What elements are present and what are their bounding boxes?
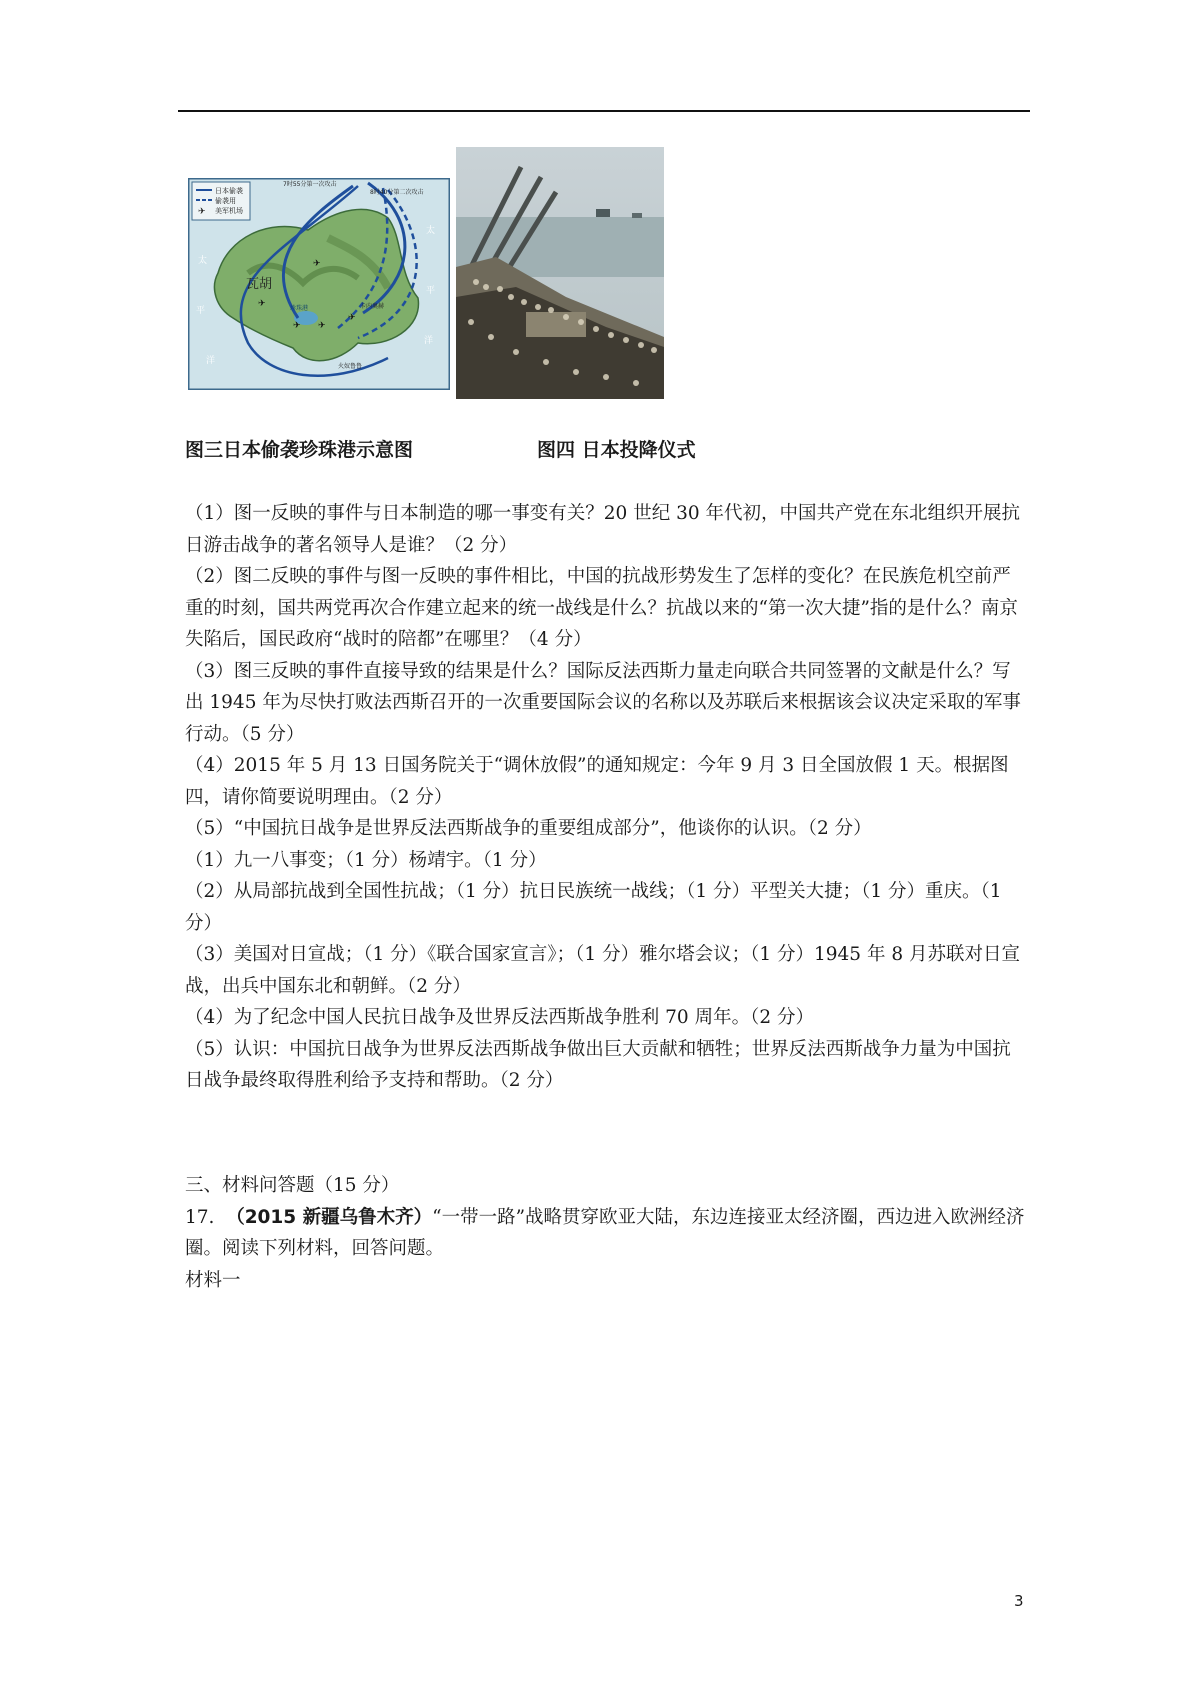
- fig3-caption: 图三日本偷袭珍珠港示意图: [185, 439, 414, 461]
- question-17-source: （2015 新疆乌鲁木齐）: [226, 1206, 433, 1228]
- answer-1: （1）九一八事变；（1 分）杨靖宇。（1 分）: [185, 849, 547, 871]
- map-label-time1: 7时55分第一次攻击: [283, 181, 337, 188]
- pearl-harbor-map: [188, 178, 450, 390]
- question-17: [185, 1202, 1025, 1265]
- legend-item-3: 美军机场: [215, 207, 243, 215]
- map-label-ocean-3: 洋: [206, 356, 216, 366]
- fig4-caption: 图四 日本投降仪式: [537, 439, 696, 461]
- question-17-text: “一带一路”战略贯穿欧亚大陆，东边连接亚太经济圈，西边进入欧洲经济圈。阅读下列材料，回答问题。: [185, 1206, 1025, 1259]
- page-number: 3: [1014, 1592, 1024, 1610]
- surrender-ceremony-photo: [456, 147, 664, 399]
- svg-text:✈: ✈: [258, 299, 266, 309]
- map-label-island: 瓦胡: [246, 277, 273, 292]
- map-label-ocean-2: 平: [196, 306, 206, 316]
- question-3: （3）图三反映的事件直接导致的结果是什么？国际反法西斯力量走向联合共同签署的文献是什么？写出 1945 年为尽快打败法西斯召开的一次重要国际会议的名称以及苏联后来根据该会议决定采取的军事行动。（5 分）: [185, 660, 1021, 745]
- surrender-ceremony-drawing: [456, 147, 664, 399]
- question-5: （5）“中国抗日战争是世界反法西斯战争的重要组成部分”，他谈你的认识。（2 分）: [185, 818, 872, 839]
- question-block: [185, 498, 1025, 1097]
- question-1: （1）图一反映的事件与日本制造的哪一事变有关？20 世纪 30 年代初，中国共产党在东北组织开展抗日游击战争的著名领导人是谁？（2 分）: [185, 503, 1020, 556]
- section-3-heading: 三、材料问答题（15 分）: [185, 1175, 400, 1196]
- question-4: （4）2015 年 5 月 13 日国务院关于“调休放假”的通知规定：今年 9 月 3 日全国放假 1 天。根据图四，请你简要说明理由。（2 分）: [185, 755, 1009, 808]
- pearl-harbor-map-drawing: [188, 178, 450, 390]
- legend-item-2: 偷袭用: [215, 197, 236, 205]
- header-rule: [178, 110, 1030, 112]
- svg-text:✈: ✈: [318, 321, 326, 331]
- material-1-label: 材料一: [185, 1269, 241, 1291]
- answer-3: （3）美国对日宣战；（1 分）《联合国家宣言》；（1 分）雅尔塔会议；（1 分）1945 年 8 月苏联对日宣战，出兵中国东北和朝鲜。（2 分）: [185, 944, 1020, 997]
- question-17-number: 17.: [185, 1206, 215, 1228]
- map-label-ocean-4: 太: [426, 226, 436, 236]
- map-label-ocean-1: 太: [198, 256, 208, 266]
- map-label-honolulu: 火奴鲁鲁: [338, 363, 363, 370]
- legend-item-1: 日本偷袭: [215, 187, 243, 195]
- section-3: [185, 1170, 1025, 1296]
- map-label-harbor: 珍珠港: [290, 305, 309, 312]
- map-label-time2: 8时40分第二次攻击: [370, 189, 424, 196]
- svg-text:✈: ✈: [293, 321, 301, 331]
- answer-5: （5）认识：中国抗日战争为世界反法西斯战争做出巨大贡献和牺牲；世界反法西斯战争力量为中国抗日战争最终取得胜利给予支持和帮助。（2 分）: [185, 1038, 1011, 1091]
- map-label-ocean-5: 平: [426, 286, 436, 296]
- svg-text:✈: ✈: [348, 313, 356, 323]
- answer-2: （2）从局部抗战到全国性抗战；（1 分）抗日民族统一战线；（1 分）平型关大捷；（1 分）重庆。（1 分）: [185, 881, 1002, 934]
- svg-text:✈: ✈: [198, 207, 206, 217]
- map-label-ocean-6: 洋: [424, 336, 434, 346]
- answer-4: （4）为了纪念中国人民抗日战争及世界反法西斯战争胜利 70 周年。（2 分）: [185, 1007, 814, 1028]
- map-label-kaneohe: 卡内奥赫: [360, 303, 385, 310]
- svg-text:✈: ✈: [313, 259, 321, 269]
- question-2: （2）图二反映的事件与图一反映的事件相比，中国的抗战形势发生了怎样的变化？在民族危机空前严重的时刻，国共两党再次合作建立起来的统一战线是什么？抗战以来的“第一次大捷”指的是什么？南京失陷后，国民政府“战时的陪都”在哪里？（4 分）: [185, 566, 1018, 650]
